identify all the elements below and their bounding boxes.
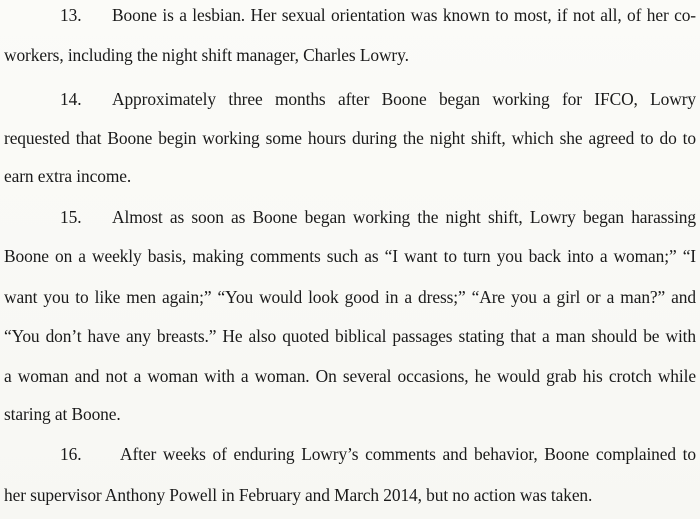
paragraph-text: Boone is a lesbian. Her sexual orientation was known to most, if not all, of her co- <box>112 5 696 25</box>
paragraph-number: 14. <box>60 89 82 109</box>
paragraph-15-line-1 <box>60 207 696 227</box>
paragraph-text: earn extra income. <box>4 166 132 186</box>
paragraph-14-line-3 <box>4 166 696 186</box>
paragraph-number: 16. <box>60 444 82 464</box>
paragraph-13-line-2 <box>4 45 696 65</box>
paragraph-text: requested that Boone begin working some hours during the night shift, which she agreed to do to <box>4 128 696 148</box>
paragraph-text: staring at Boone. <box>4 404 121 424</box>
paragraph-15-line-2 <box>4 246 696 266</box>
paragraph-15-line-4 <box>4 326 696 346</box>
paragraph-16-line-1 <box>60 444 696 464</box>
paragraph-16-line-2 <box>4 485 696 505</box>
paragraph-number: 15. <box>60 207 82 227</box>
paragraph-text: “You don’t have any breasts.” He also quoted biblical passages stating that a man should be with <box>4 326 696 346</box>
paragraph-text: Approximately three months after Boone began working for IFCO, Lowry <box>112 89 696 109</box>
paragraph-text: want you to like men again;” “You would look good in a dress;” “Are you a girl or a man?” and <box>4 287 696 307</box>
paragraph-14-line-2 <box>4 128 696 148</box>
paragraph-number: 13. <box>60 5 82 25</box>
paragraph-13-line-1 <box>60 5 696 25</box>
paragraph-text: workers, including the night shift manager, Charles Lowry. <box>4 45 409 65</box>
paragraph-text: After weeks of enduring Lowry’s comments and behavior, Boone complained to <box>120 444 696 464</box>
paragraph-14-line-1 <box>60 89 696 109</box>
paragraph-text: her supervisor Anthony Powell in February and March 2014, but no action was taken. <box>4 485 593 505</box>
paragraph-15-line-6 <box>4 404 696 424</box>
paragraph-15-line-3 <box>4 287 696 307</box>
paragraph-text: Almost as soon as Boone began working the night shift, Lowry began harassing <box>112 207 696 227</box>
paragraph-15-line-5 <box>4 366 696 386</box>
paragraph-text: Boone on a weekly basis, making comments such as “I want to turn you back into a woman;” “I <box>4 246 696 266</box>
paragraph-text: a woman and not a woman with a woman. On several occasions, he would grab his crotch while <box>4 366 696 386</box>
